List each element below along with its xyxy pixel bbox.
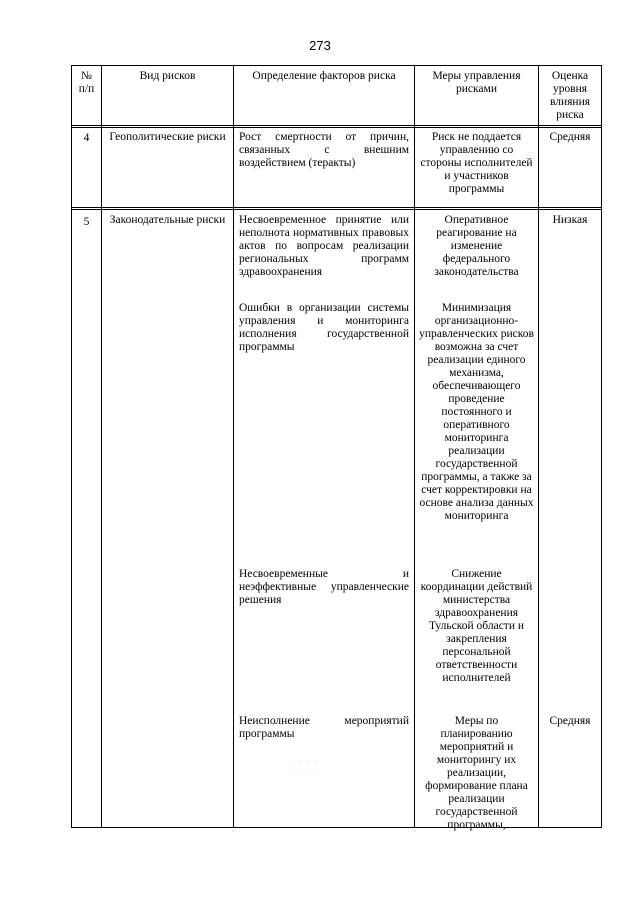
row-4-assessment: Средняя [549,131,591,143]
row-5-factor-4: Неисполнение мероприятий программы [239,715,409,740]
row-5-num: 5 [83,216,90,228]
scan-artifact: · · · · [292,770,321,778]
row-5-measure-1: Оперативное реагирование на изменение федерального законодательства [434,214,519,278]
row-5-factor-3: Несвоевременные и неэффективные управленческие решения [239,568,409,606]
header-factors: Определение факторов риска [252,70,396,82]
row-divider [71,209,602,210]
row-divider [71,127,602,128]
row-5-risk-type: Законодательные риски [109,214,226,226]
row-divider [71,125,602,126]
column-divider [101,65,102,828]
page-number: 273 [309,38,331,53]
column-divider [414,65,415,828]
header-num: № п/п [78,70,95,95]
row-5-measure-2: Минимизация организационно-управленческих рисков возможна за счет реализации единого механизма, обеспечивающего проведение постоянного и оперативного мониторинга реализации государственной программы, а также за счет корректировки на основе анализа данных мониторинга [419,302,534,522]
column-divider [538,65,539,828]
row-4-risk-type: Геополитические риски [109,131,226,143]
row-4-factor: Рост смертности от причин, связанных с внешним воздействием (теракты) [239,131,409,169]
row-4-measure: Риск не поддается управлению со стороны исполнителей и участников программы [420,131,533,195]
header-risk-type: Вид рисков [139,70,196,82]
column-divider [233,65,234,828]
header-assessment: Оценка уровня влияния риска [549,70,591,121]
row-5-factor-1: Несвоевременное принятие или неполнота нормативных правовых актов по вопросам реализации региональных программ здравоохранения [239,214,409,278]
row-5-measure-3: Снижение координации действий министерства здравоохранения Тульской области и закрепления персональной ответственности исполнителей [420,568,533,684]
row-divider [71,207,602,208]
row-5-factor-2: Ошибки в организации системы управления и мониторинга исполнения государственной программы [239,302,409,353]
row-5-assessment-2: Средняя [549,715,591,727]
row-5-measure-4: Меры по планированию мероприятий и мониторингу их реализации, формирование плана реализации государственной программы, [425,715,528,831]
header-measures: Меры управления рисками [432,70,521,95]
scan-artifact: · · · · [290,757,319,765]
row-5-assessment: Низкая [552,214,588,226]
row-4-num: 4 [83,132,90,144]
